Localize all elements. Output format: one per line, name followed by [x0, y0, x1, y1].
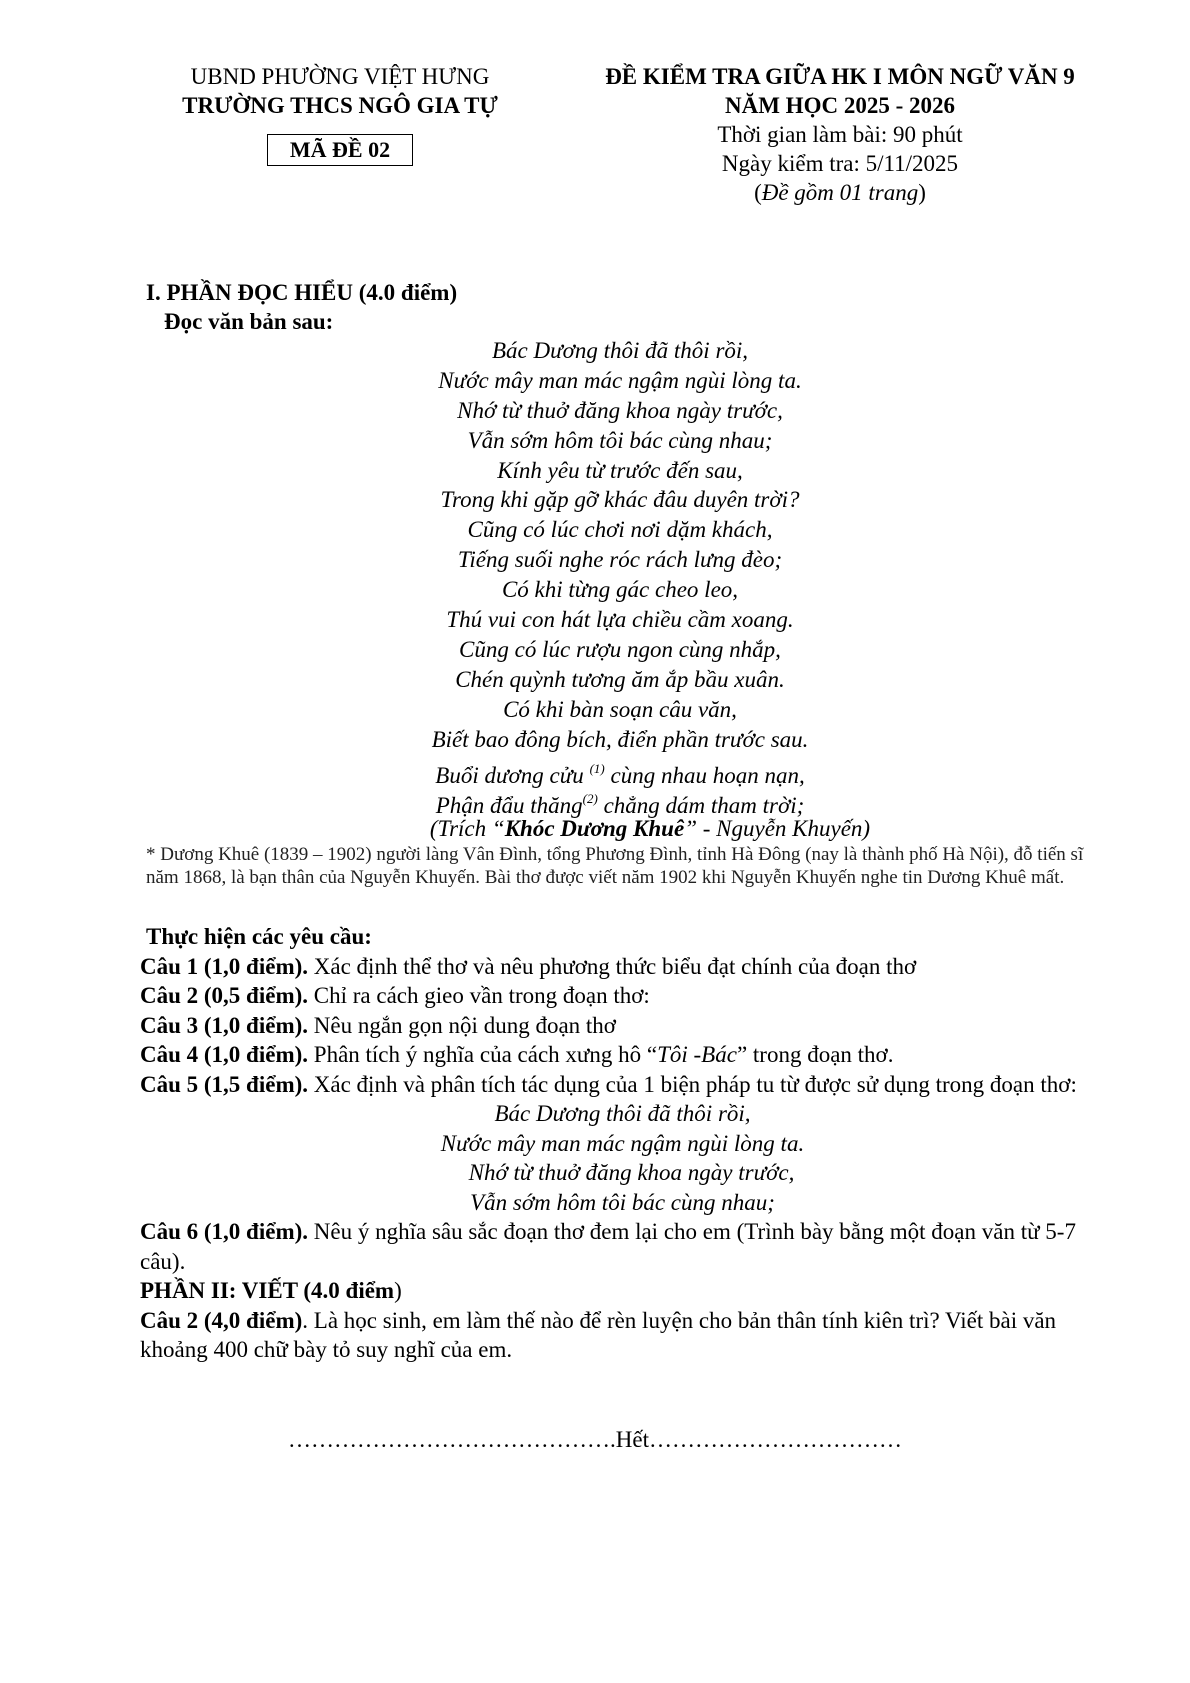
question-5-poem — [140, 1099, 1105, 1217]
authority-name: UBND PHƯỜNG VIỆT HƯNG — [190, 64, 490, 89]
poem-line: Nước mây man mác ngậm ngùi lòng ta. — [438, 367, 802, 393]
poem-line: Có khi từng gác cheo leo, — [501, 577, 739, 603]
footnote-ref-1: (1) — [589, 761, 605, 777]
poem-line: Chén quỳnh tương ăm ắp bầu xuân. — [455, 666, 785, 692]
exam-code-box: MÃ ĐỀ 02 — [267, 134, 413, 166]
poem-title: Khóc Dương Khuê — [504, 816, 685, 842]
poem-line: Vẫn sớm hôm tôi bác cùng nhau; — [470, 1189, 775, 1215]
poem-line: Kính yêu từ trước đến sau, — [497, 457, 743, 483]
poem-line: Cũng có lúc rượu ngon cùng nhắp, — [459, 636, 781, 662]
poem-line: Vẫn sớm hôm tôi bác cùng nhau; — [467, 427, 773, 453]
poem-source: (Trích “Khóc Dương Khuê” - Nguyễn Khuyến) — [429, 816, 871, 842]
poem-line: Cũng có lúc chơi nơi dặm khách, — [467, 517, 773, 543]
poem-line: Có khi bàn soạn câu văn, — [503, 696, 737, 722]
poem-line: Buổi dương cửu $^{(1)}$ cùng nhau hoạn nạn, — [435, 761, 805, 789]
question-3: Câu 3 (1,0 điểm). Nêu ngắn gọn nội dung đoạn thơ — [140, 1012, 616, 1038]
exam-title: ĐỀ KIỂM TRA GIỮA HK I MÔN NGỮ VĂN 9 — [605, 64, 1075, 89]
poem-line: Nhớ từ thuở đăng khoa ngày trước, — [457, 397, 783, 423]
poem-line: Nhớ từ thuở đăng khoa ngày trước, — [468, 1160, 795, 1185]
question-1: Câu 1 (1,0 điểm). Xác định thể thơ và nêu phương thức biểu đạt chính của đoạn thơ — [140, 953, 917, 979]
school-year: NĂM HỌC 2025 - 2026 — [725, 93, 955, 118]
question-6: Câu 6 (1,0 điểm). Nêu ý nghĩa sâu sắc đoạn thơ đem lại cho em (Trình bày bằng một đoạn văn từ 5-7 câu). — [140, 1219, 1076, 1274]
writing-question: Câu 2 (4,0 điểm). Là học sinh, em làm thế nào để rèn luyện cho bản thân tính kiên trì? Viết bài văn khoảng 400 chữ bày tỏ suy nghĩ của em. — [140, 1307, 1057, 1362]
poem-line: Nước mây man mác ngậm ngùi lòng ta. — [440, 1130, 805, 1156]
page-count: (Đề gồm 01 trang) — [754, 180, 926, 205]
section-reading-title: I. PHẦN ĐỌC HIỂU (4.0 điểm) — [146, 280, 458, 305]
poem-line: Bác Dương thôi đã thôi rồi, — [494, 1101, 751, 1126]
question-5: Câu 5 (1,5 điểm). Xác định và phân tích tác dụng của 1 biện pháp tu từ được sử dụng trong đoạn thơ: — [140, 1071, 1077, 1097]
author-note: * Dương Khuê (1839 – 1902) người làng Vân Đình, tổng Phương Đình, tỉnh Hà Đông (nay là thành phố Hà Nội), đỗ tiến sĩ năm 1868, là bạn thân của Nguyễn Khuyến. Bài thơ được viết năm 1902 khi Nguyễn Khuyến nghe tin Dương Khuê mất. — [146, 844, 1084, 888]
poem-line: Thú vui con hát lựa chiều cầm xoang. — [446, 607, 794, 633]
school-name: TRƯỜNG THCS NGÔ GIA TỰ — [182, 93, 498, 118]
poem-line: Tiếng suối nghe róc rách lưng đèo; — [457, 547, 783, 573]
exam-date: Ngày kiểm tra: 5/11/2025 — [721, 151, 959, 176]
reading-instruction: Đọc văn bản sau: — [164, 309, 334, 334]
poem-line: Phận đẩu thăng$^{(2)}$ chẳng dám tham trời; — [435, 791, 805, 819]
footnote-ref-2: (2) — [582, 791, 598, 807]
poem-line: Biết bao đông bích, điển phần trước sau. — [431, 726, 809, 752]
tasks-heading: Thực hiện các yêu cầu: — [146, 924, 372, 949]
poem-excerpt — [300, 336, 940, 844]
header-left — [140, 62, 540, 166]
section-reading — [146, 278, 457, 336]
header-right — [580, 62, 1100, 207]
end-marker: …………………………………….Hết…………………………… — [288, 1427, 902, 1452]
poem-line: Bác Dương thôi đã thôi rồi, — [491, 338, 749, 363]
question-2: Câu 2 (0,5 điểm). Chỉ ra cách gieo vần trong đoạn thơ: — [140, 983, 650, 1008]
tasks — [140, 922, 1105, 1365]
question-4: Câu 4 (1,0 điểm). Phân tích ý nghĩa của cách xưng hô “Tôi -Bác” trong đoạn thơ. — [140, 1042, 894, 1067]
exam-duration: Thời gian làm bài: 90 phút — [717, 122, 963, 147]
section-writing-title: PHẦN II: VIẾT (4.0 điểm) — [140, 1278, 402, 1303]
poem-line: Trong khi gặp gỡ khác đâu duyên trời? — [440, 487, 800, 513]
